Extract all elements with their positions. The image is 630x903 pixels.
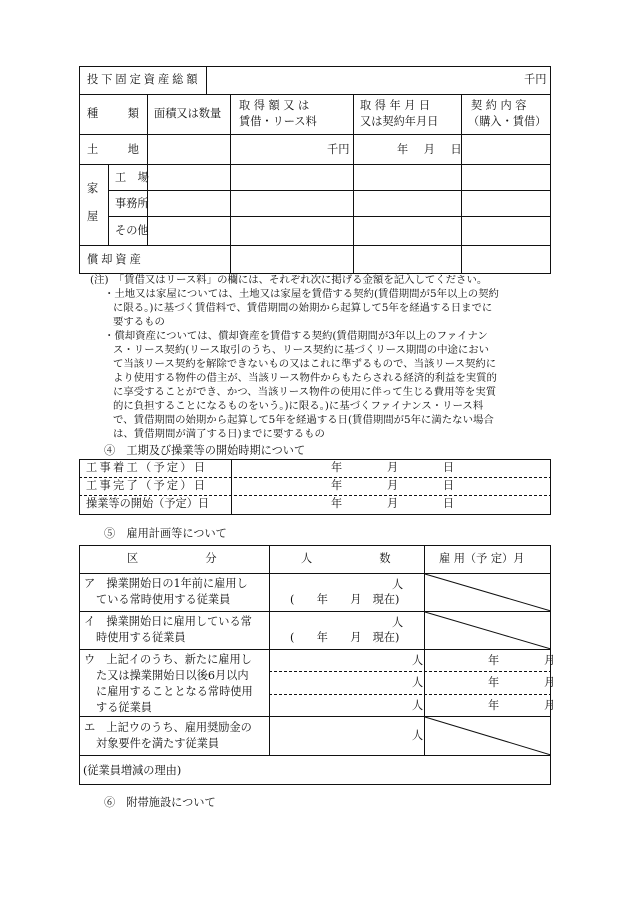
land-date: 年 月 日: [397, 143, 462, 156]
row-c-month-1: 年 月: [488, 654, 556, 667]
employment-table: [79, 545, 556, 785]
header-type: 種 類: [87, 107, 139, 120]
building-item-office: 事務所: [115, 197, 149, 210]
row-a-label-2: ている常時使用する従業員: [96, 593, 231, 606]
total-asset-unit: 千円: [524, 73, 547, 86]
row-a-label-1: ア 操業開始日の1年前に雇用し: [84, 577, 248, 590]
header-contract-2: （購入・賃借）: [468, 115, 547, 128]
header-date-1: 取 得 年 月 日: [360, 99, 431, 112]
row-a-asof: ( 年 月 現在): [290, 593, 400, 606]
schedule-table: [79, 459, 551, 515]
row-c-label-4: する従業員: [96, 701, 152, 714]
row-c-month-3: 年 月: [488, 699, 556, 712]
row-c-label-1: ウ 上記イのうち、新たに雇用し: [84, 653, 252, 666]
depreciable-label: 償却資産: [87, 253, 144, 266]
schedule-date-complete: 年 月 日: [331, 479, 455, 492]
building-label-2: 屋: [87, 210, 99, 223]
header-amount-2: 賃借・リース料: [239, 115, 317, 128]
land-label: 土 地: [87, 143, 139, 156]
note-line: (注) 「賃借又はリース料」の欄には、それぞれ次に掲げる金額を記入してください。: [90, 274, 488, 286]
schedule-label-operation: 操業等の開始（予定）日: [86, 497, 210, 510]
row-c-month-2: 年 月: [488, 676, 556, 689]
employment-header-count: 人 数: [301, 552, 391, 565]
building-label-1: 家: [87, 182, 99, 195]
row-b-label-2: 時使用する従業員: [96, 631, 186, 644]
row-c-unit-2: 人: [412, 676, 424, 689]
row-c-label-2: た又は操業開始日以後6月以内: [96, 669, 249, 682]
land-amount-unit: 千円: [327, 143, 350, 156]
note-line: に享受することができ、かつ、当該リース物件の使用に伴って生じる費用等を実質: [113, 386, 497, 398]
employment-header-category: 区 分: [127, 552, 217, 565]
schedule-label-complete: 工事完了（予定）日: [86, 479, 208, 492]
employment-reason-label: (従業員増減の理由): [83, 764, 182, 777]
schedule-date-operation: 年 月 日: [331, 497, 455, 510]
note-line: より使用する物件の借主が、当該リース物件からもたらされる経済的利益を実質的: [113, 372, 497, 384]
employment-header-month: 雇 用（予 定）月: [439, 552, 525, 565]
schedule-date-start: 年 月 日: [331, 461, 455, 474]
note-line: て当該リース契約を解除できないもの又はこれに準ずるもので、当該リース契約に: [113, 358, 497, 370]
row-c-unit-3: 人: [412, 699, 424, 712]
schedule-label-start: 工事着工（予定）日: [86, 461, 208, 474]
row-b-asof: ( 年 月 現在): [290, 631, 400, 644]
building-item-factory: 工 場: [115, 171, 149, 184]
note-line: ・土地又は家屋については、土地又は家屋を賃借する契約(賃借期間が5年以上の契約: [104, 288, 499, 300]
note-line: で、賃借期間の始期から起算して5年を経過する日(賃借期間が5年に満たない場合: [113, 414, 494, 426]
note-line: 要するもの: [113, 316, 165, 328]
row-c-label-3: に雇用することとなる常時使用: [96, 685, 253, 698]
section6-title: ⑥ 附帯施設について: [104, 796, 216, 809]
section5-title: ⑤ 雇用計画等について: [104, 527, 227, 540]
header-area: 面積又は数量: [154, 107, 222, 120]
note-line: ス・リース契約(リース取引のうち、リース契約に基づくリース期間の中途におい: [113, 344, 490, 356]
fixed-asset-table-grid: [79, 66, 551, 274]
header-amount-1: 取 得 額 又 は: [239, 99, 310, 112]
row-d-unit: 人: [412, 729, 424, 742]
building-item-other: その他: [115, 224, 149, 237]
row-b-label-1: イ 操業開始日に雇用している常: [84, 615, 252, 628]
total-asset-label: 投下固定資産総額: [87, 73, 201, 86]
header-contract-1: 契 約 内 容: [471, 99, 527, 112]
header-date-2: 又は契約年月日: [360, 115, 439, 128]
note-line: ・償却資産については、償却資産を賃借する契約(賃借期間が3年以上のファイナン: [104, 330, 488, 342]
section4-title: ④ 工期及び操業等の開始時期について: [104, 444, 306, 457]
row-d-label-1: エ 上記ウのうち、雇用奨励金の: [84, 721, 252, 734]
row-c-unit-1: 人: [412, 654, 424, 667]
row-a-unit: 人: [392, 578, 404, 591]
note-line: は、賃借期間が満了する日)までに要するもの: [113, 428, 325, 440]
row-d-label-2: 対象要件を満たす従業員: [96, 737, 220, 750]
note-line: に限る。)に基づく賃借料で、賃借期間の始期から起算して5年を経過する日までに: [113, 302, 493, 314]
fixed-asset-table: [79, 66, 551, 274]
row-b-unit: 人: [392, 616, 404, 629]
note-line: 的に負担することになるものをいう。)に限る。)に基づくファイナンス・リース料: [113, 400, 484, 412]
